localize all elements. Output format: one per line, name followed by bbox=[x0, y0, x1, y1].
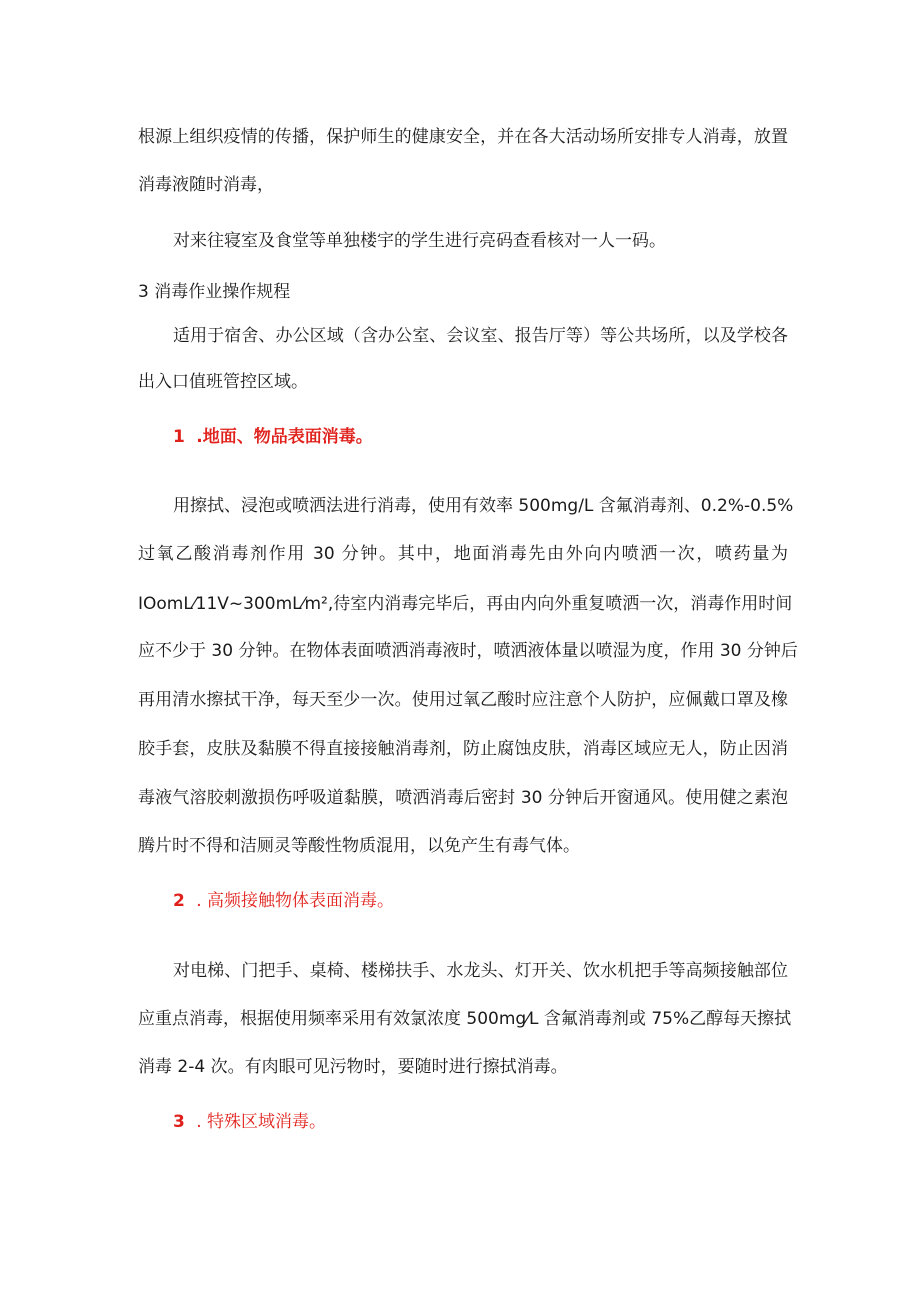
paragraph-line: IOomL⁄11V~300mL⁄m²,待室内消毒完毕后，再由内向外重复喷洒一次，消毒作用时间 bbox=[138, 594, 793, 614]
paragraph-line: 对来往寝室及食堂等单独楼宇的学生进行亮码查看核对一人一码。 bbox=[173, 231, 666, 251]
paragraph-line: 应不少于 30 分钟。在物体表面喷洒消毒液时，喷洒液体量以喷湿为度，作用 30 分钟后 bbox=[138, 641, 798, 661]
paragraph-line: 消毒液随时消毒， bbox=[138, 175, 274, 195]
item-number: 3 bbox=[173, 1112, 185, 1132]
paragraph-line: 根源上组织疫情的传播，保护师生的健康安全，并在各大活动场所安排专人消毒，放置 bbox=[138, 127, 788, 147]
item-heading-1 bbox=[173, 426, 788, 448]
item-heading-3 bbox=[173, 1111, 788, 1133]
paragraph-line: 腾片时不得和洁厕灵等酸性物质混用，以免产生有毒气体。 bbox=[138, 836, 580, 856]
paragraph-line: 消毒 2-4 次。有肉眼可见污物时，要随时进行擦拭消毒。 bbox=[138, 1057, 568, 1077]
paragraph-line: 应重点消毒，根据使用频率采用有效氯浓度 500mg⁄L 含氟消毒剂或 75%乙醇每天擦拭 bbox=[138, 1009, 792, 1029]
item-title: . 高频接触物体表面消毒。 bbox=[196, 891, 395, 911]
item-number: 1 bbox=[173, 427, 185, 447]
paragraph-line: 再用清水擦拭干净，每天至少一次。使用过氧乙酸时应注意个人防护，应佩戴口罩及橡 bbox=[138, 690, 788, 710]
paragraph-line: 对电梯、门把手、桌椅、楼梯扶手、水龙头、灯开关、饮水机把手等高频接触部位 bbox=[173, 961, 788, 981]
paragraph-line: 出入口值班管控区域。 bbox=[138, 372, 308, 392]
item-title: . 特殊区域消毒。 bbox=[196, 1112, 327, 1132]
section-heading: 3 消毒作业操作规程 bbox=[138, 282, 291, 302]
paragraph-line: 毒液气溶胶刺激损伤呼吸道黏膜，喷洒消毒后密封 30 分钟后开窗通风。使用健之素泡 bbox=[138, 788, 788, 808]
paragraph-line: 胶手套，皮肤及黏膜不得直接接触消毒剂，防止腐蚀皮肤，消毒区域应无人，防止因消 bbox=[138, 739, 788, 759]
item-title: .地面、物品表面消毒。 bbox=[196, 427, 373, 447]
paragraph-line: 用擦拭、浸泡或喷洒法进行消毒，使用有效率 500mg/L 含氟消毒剂、0.2%-0.5% bbox=[173, 496, 794, 516]
item-heading-2 bbox=[173, 890, 788, 912]
item-number: 2 bbox=[173, 891, 185, 911]
paragraph-line: 适用于宿舍、办公区域（含办公室、会议室、报告厅等）等公共场所，以及学校各 bbox=[173, 326, 788, 346]
paragraph-line: 过氧乙酸消毒剂作用 30 分钟。其中，地面消毒先由外向内喷洒一次，喷药量为 bbox=[138, 544, 788, 564]
